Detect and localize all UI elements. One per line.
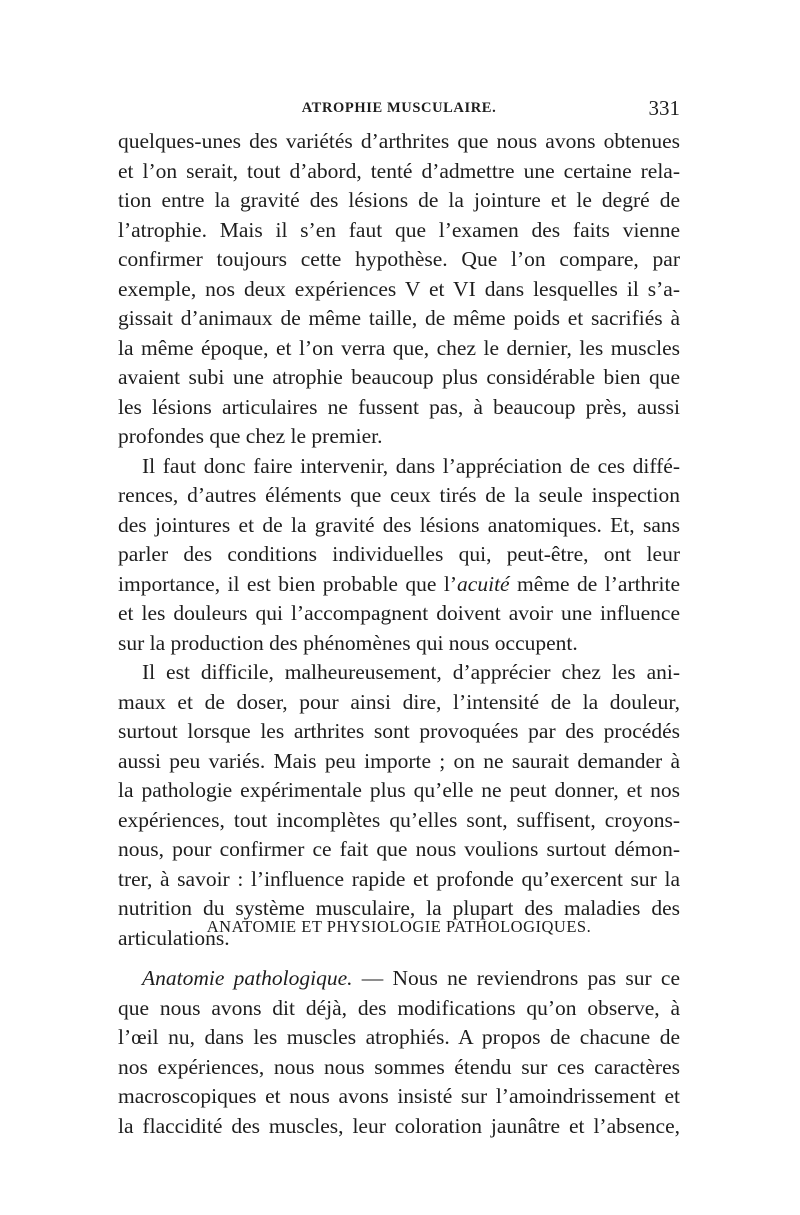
text-fragment: même de l’arthrite <box>517 571 680 596</box>
text-line: tion entre la gravité des lésions de la jointure et le degré de <box>118 188 680 212</box>
text-line: la pathologie expérimentale plus qu’elle ne peut donner, et nos <box>118 778 680 802</box>
text-fragment <box>510 572 517 596</box>
text-line: surtout lorsque les arthrites sont provoquées par des procédés <box>118 719 680 743</box>
lead-in-title: Anatomie pathologique. <box>142 966 353 990</box>
text-line: sur la production des phénomènes qui nous occupent. <box>118 630 578 655</box>
text-line: Il faut donc faire intervenir, dans l’appréciation de ces diffé- <box>142 453 680 478</box>
text-line: quelques-unes des variétés d’arthrites que nous avons obtenues <box>118 129 680 153</box>
running-title: ATROPHIE MUSCULAIRE. <box>301 100 497 116</box>
text-line: maux et de doser, pour ainsi dire, l’intensité de la douleur, <box>118 689 680 714</box>
text-line: nos expériences, nous nous sommes étendu sur ces caractères <box>118 1054 680 1079</box>
section-body-text <box>118 964 680 1141</box>
text-line: exemple, nos deux expériences V et VI dans lesquelles il s’a- <box>118 276 680 301</box>
text-line: nous, pour confirmer ce fait que nous voulions surtout démon- <box>118 837 680 861</box>
text-line: rences, d’autres éléments que ceux tirés de la seule inspection <box>118 483 680 507</box>
emphasis-word: acuité <box>457 571 510 596</box>
text-line: la même époque, et l’on verra que, chez le dernier, les muscles <box>118 335 680 360</box>
text-line: confirmer toujours cette hypothèse. Que l’on compare, par <box>118 247 680 271</box>
text-line: gissait d’animaux de même taille, de même poids et sacrifiés à <box>118 306 680 330</box>
text-line: que nous avons dit déjà, des modifications qu’on observe, à <box>118 995 680 1020</box>
page-number: 331 <box>648 96 680 120</box>
text-line: des jointures et de la gravité des lésions anatomiques. Et, sans <box>118 512 680 537</box>
body-text <box>118 127 680 953</box>
text-line: parler des conditions individuelles qui, peut-être, ont leur <box>118 542 680 566</box>
text-line: la flaccidité des muscles, leur coloration jaunâtre et l’absence, <box>118 1113 680 1138</box>
text-line: macroscopiques et nous avons insisté sur l’amoindrissement et <box>118 1084 680 1108</box>
text-line: et les douleurs qui l’accompagnent doivent avoir une influence <box>118 601 680 625</box>
text-line: nutrition du système musculaire, la plupart des maladies des <box>118 896 680 920</box>
text-line: expériences, tout incomplètes qu’elles sont, suffisent, croyons- <box>118 807 680 832</box>
text-fragment: importance, il est bien probable que l’ <box>118 571 458 596</box>
running-head <box>118 96 680 126</box>
text-line: articulations. <box>118 925 230 950</box>
text-line: aussi peu variés. Mais peu importe ; on ne saurait demander à <box>118 748 680 773</box>
text-line: trer, à savoir : l’influence rapide et profonde qu’exercent sur la <box>118 866 680 891</box>
text-line: les lésions articulaires ne fussent pas, à beaucoup près, aussi <box>118 394 680 419</box>
text-line-with-emphasis <box>118 570 680 600</box>
text-line: profondes que chez le premier. <box>118 424 383 448</box>
text-fragment: — Nous ne reviendrons pas sur ce <box>352 966 680 990</box>
section-heading: ANATOMIE ET PHYSIOLOGIE PATHOLOGIQUES. <box>206 917 592 936</box>
text-line: Il est difficile, malheureusement, d’apprécier chez les ani- <box>142 660 680 684</box>
text-line: l’atrophie. Mais il s’en faut que l’examen des faits vienne <box>118 217 680 242</box>
text-line: et l’on serait, tout d’abord, tenté d’admettre une certaine rela- <box>118 158 680 183</box>
text-line: avaient subi une atrophie beaucoup plus considérable bien que <box>118 365 680 389</box>
text-line: l’œil nu, dans les muscles atrophiés. A propos de chacune de <box>118 1025 680 1049</box>
text-line-with-lead-in <box>118 964 680 994</box>
